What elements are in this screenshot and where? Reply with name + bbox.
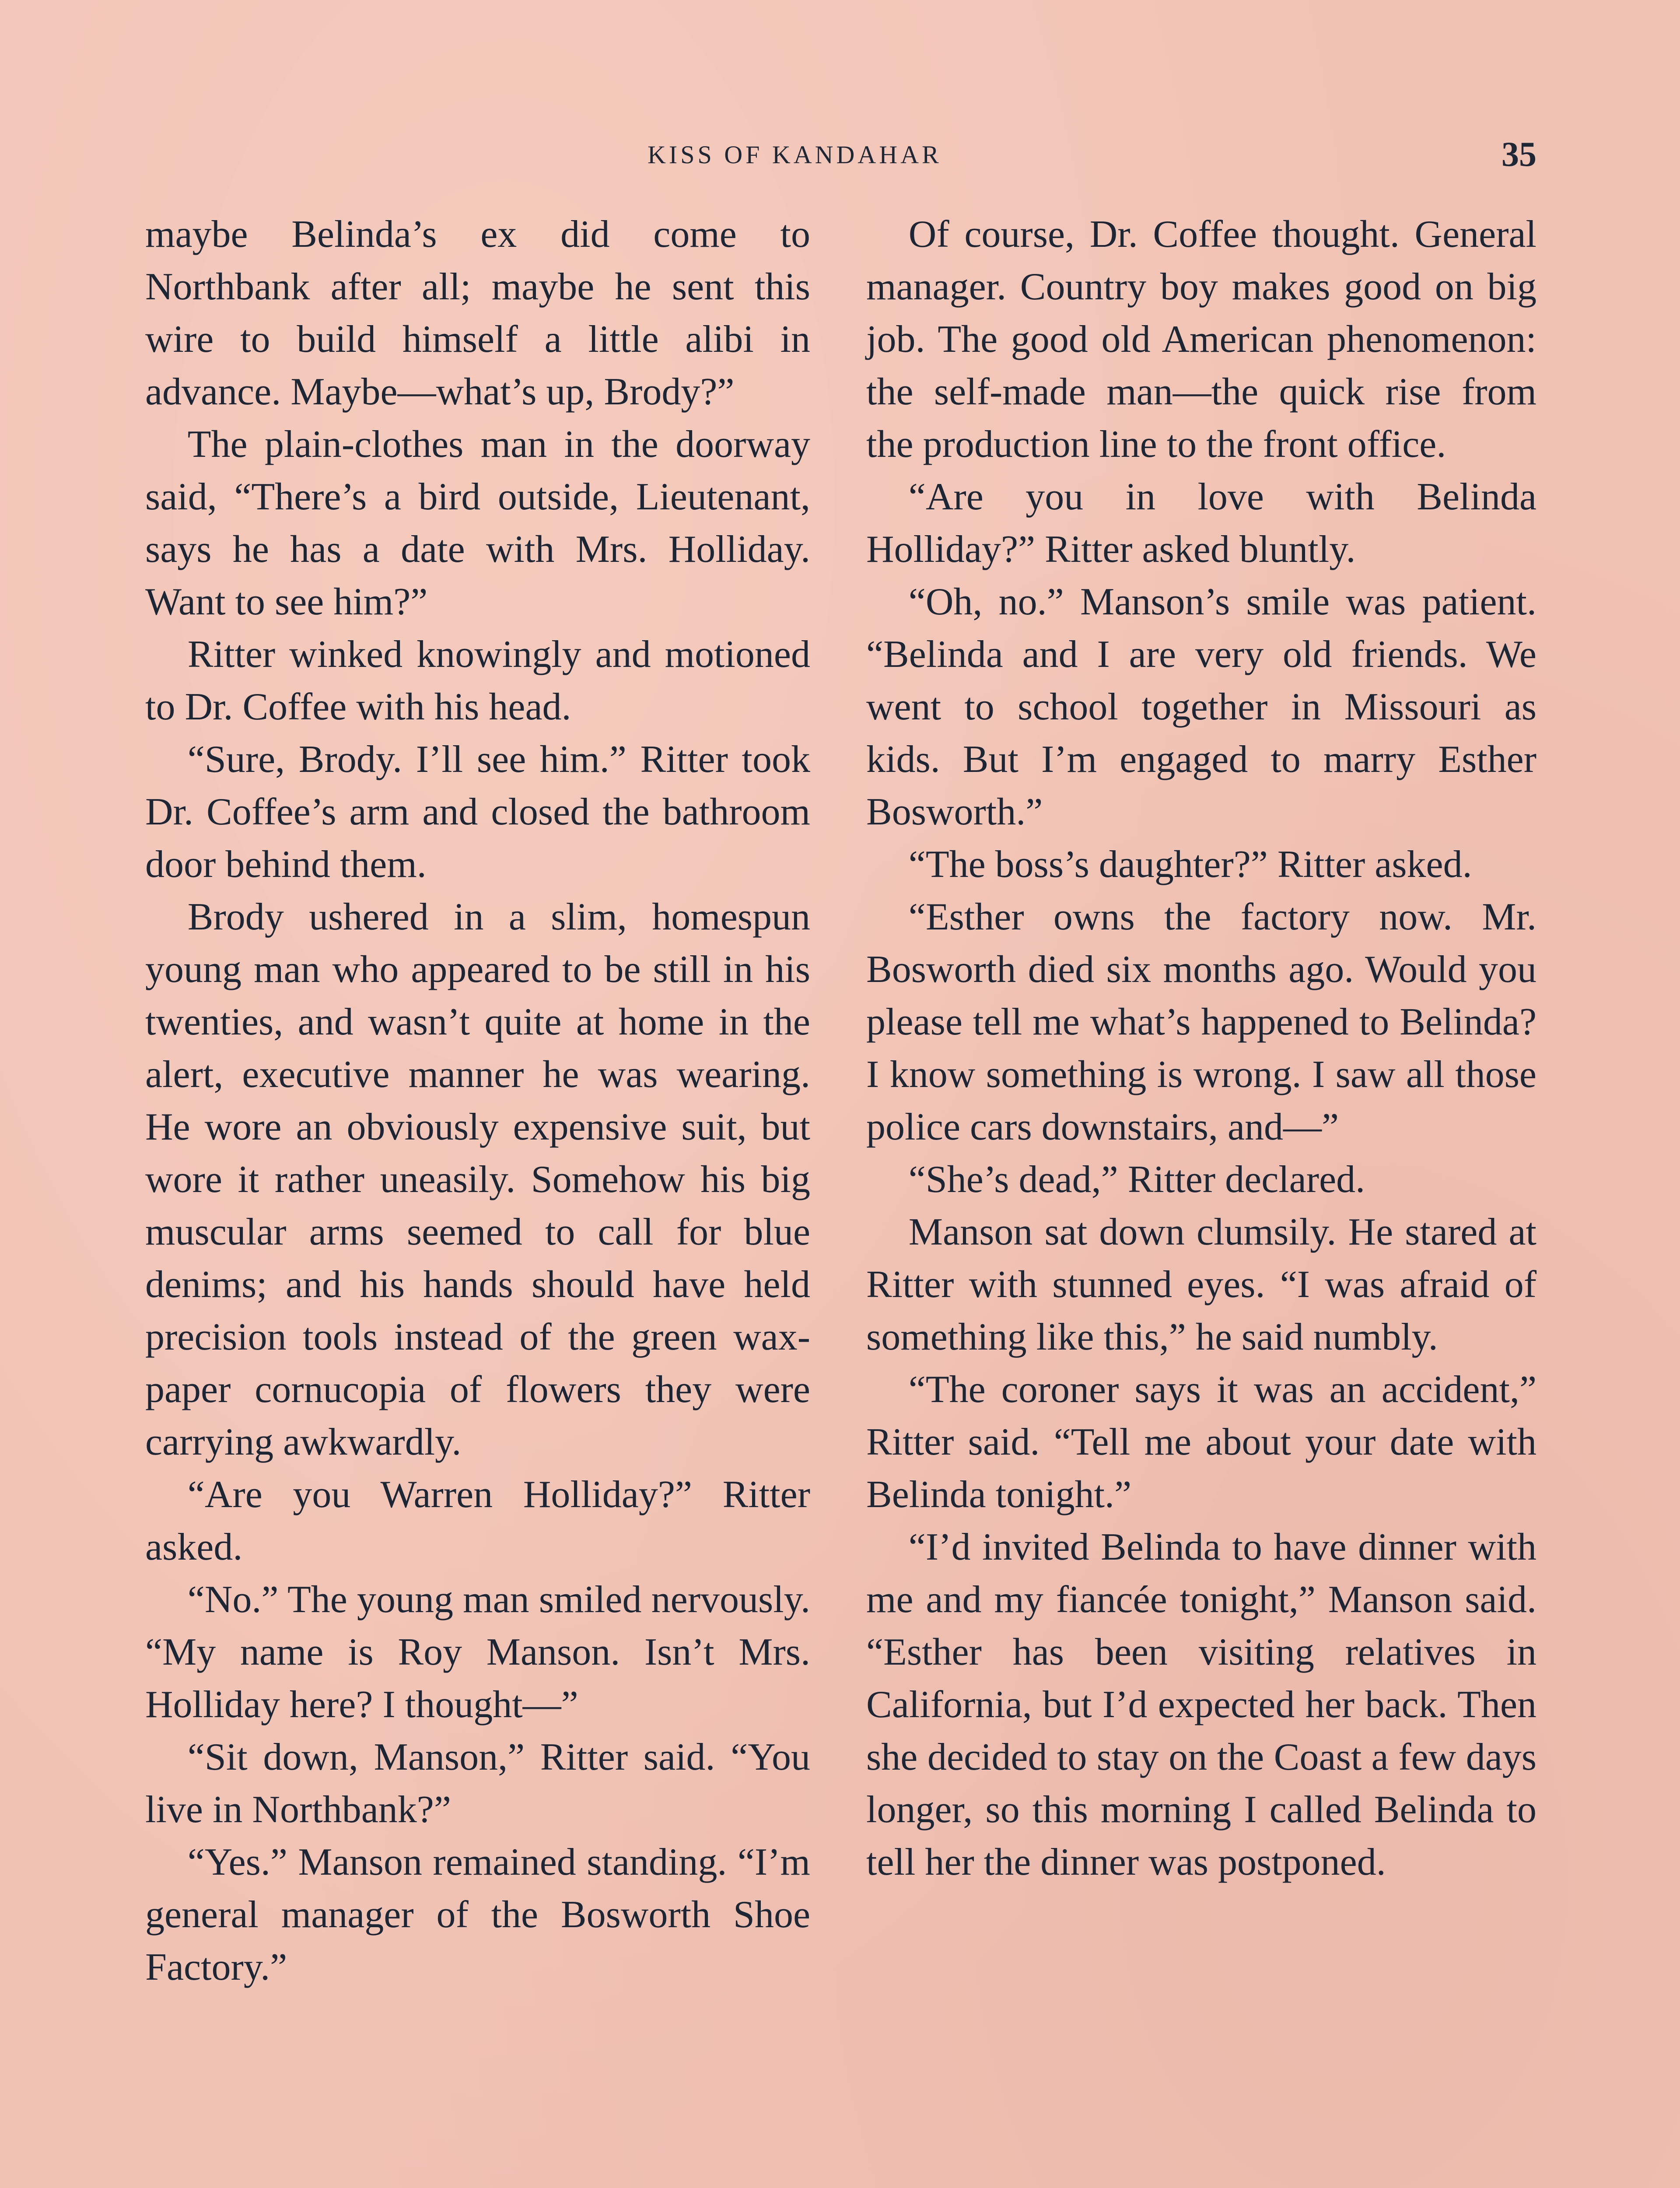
paragraph: “Yes.” Manson remained standing. “I’m general manager of the Bosworth Shoe Factory.”: [145, 1841, 810, 1988]
paragraph: “The boss’s daughter?” Ritter asked.: [908, 843, 1472, 886]
text-column-right: [866, 208, 1536, 1889]
paragraph: “Esther owns the factory now. Mr. Bosworth died six months ago. Would you please tell me what’s happened to Belinda? I know something is wrong. I saw all those police cars downstairs, and—”: [866, 896, 1536, 1148]
paragraph: The plain-clothes man in the doorway said, “There’s a bird outside, Lieutenant, says he has a date with Mrs. Holliday. Want to see him?”: [145, 423, 810, 623]
paragraph: “Sure, Brody. I’ll see him.” Ritter took Dr. Coffee’s arm and closed the bathroom door behind them.: [145, 738, 810, 886]
running-head: [0, 135, 1680, 183]
paragraph: Of course, Dr. Coffee thought. General manager. Country boy makes good on big job. The good old American phenomenon: the self-made man—the quick rise from the production line to the front office.: [866, 213, 1536, 466]
text-column-left: [145, 208, 810, 1994]
page-number: 35: [1502, 135, 1536, 174]
paragraph: “She’s dead,” Ritter declared.: [908, 1158, 1365, 1201]
paragraph: Ritter winked knowingly and motioned to Dr. Coffee with his head.: [145, 633, 810, 728]
paragraph: “Are you in love with Belinda Holliday?” Ritter asked bluntly.: [866, 476, 1536, 571]
paragraph: “Sit down, Manson,” Ritter said. “You live in Northbank?”: [145, 1736, 810, 1831]
paragraph: “No.” The young man smiled nervously. “My name is Roy Manson. Isn’t Mrs. Holliday here? I thought—”: [145, 1578, 810, 1726]
paragraph: “The coroner says it was an accident,” Ritter said. “Tell me about your date with Belinda tonight.”: [866, 1368, 1536, 1516]
paragraph: “I’d invited Belinda to have dinner with me and my fiancée tonight,” Manson said. “Esther has been visiting relatives in California, but I’d expected her back. Then she decided to stay on the Coast a few days longer, so this morning I called Belinda to tell her the dinner was postponed.: [866, 1526, 1536, 1883]
running-title: KISS OF KANDAHAR: [648, 140, 942, 169]
paragraph: “Oh, no.” Manson’s smile was patient. “Belinda and I are very old friends. We went to school together in Missouri as kids. But I’m engaged to marry Esther Bosworth.”: [866, 581, 1536, 833]
paragraph: Brody ushered in a slim, homespun young man who appeared to be still in his twenties, and wasn’t quite at home in the alert, executive manner he was wearing. He wore an obviously expensive suit, but wore it rather uneasily. Somehow his big muscular arms seemed to call for blue denims; and his hands should have held precision tools instead of the green wax-paper cornucopia of flowers they were carrying awkwardly.: [145, 896, 810, 1463]
paragraph: “Are you Warren Holliday?” Ritter asked.: [145, 1473, 810, 1568]
paragraph: maybe Belinda’s ex did come to Northbank after all; maybe he sent this wire to build himself a little alibi in advance. Maybe—what’s up, Brody?”: [145, 213, 810, 413]
paragraph: Manson sat down clumsily. He stared at Ritter with stunned eyes. “I was afraid of something like this,” he said numbly.: [866, 1211, 1536, 1358]
